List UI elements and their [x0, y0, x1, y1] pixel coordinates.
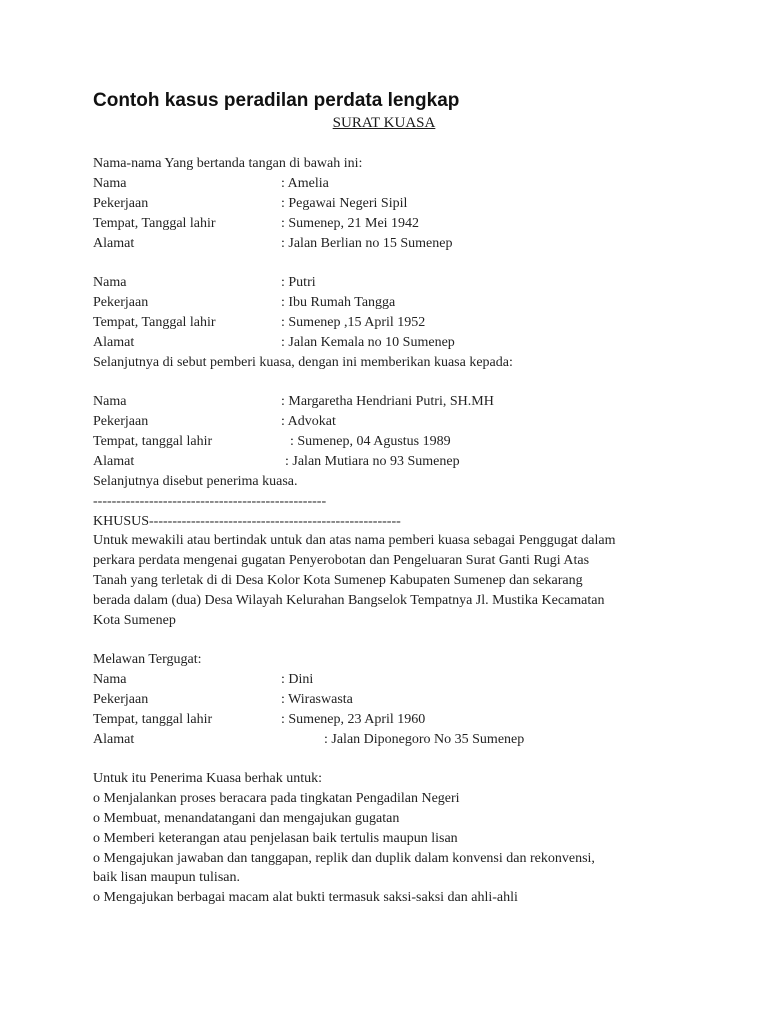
subtitle-text: SURAT KUASA — [332, 115, 436, 131]
row-value: : Pegawai Negeri Sipil — [281, 196, 408, 211]
row-label: Alamat — [93, 454, 135, 469]
row-label: Alamat — [93, 236, 135, 251]
rights-item: o Mengajukan jawaban dan tanggapan, replik dan duplik dalam konvensi dan rekonvensi, — [93, 851, 595, 866]
row-value: : Sumenep, 23 April 1960 — [281, 712, 426, 727]
separator-line: -------------------------------------------------- — [93, 494, 327, 509]
body-line: Kota Sumenep — [93, 613, 176, 628]
row-label: Tempat, Tanggal lahir — [93, 315, 216, 330]
body-line: Tanah yang terletak di di Desa Kolor Kota Sumenep Kabupaten Sumenep dan sekarang — [93, 573, 583, 588]
row-value: : Advokat — [281, 414, 336, 429]
row-value: : Sumenep, 21 Mei 1942 — [281, 216, 420, 231]
recipient-row-job — [93, 412, 336, 431]
defendant-row-address — [93, 730, 525, 749]
rights-item: o Mengajukan berbagai macam alat bukti termasuk saksi-saksi dan ahli-ahli — [93, 890, 518, 905]
body-line: Untuk mewakili atau bertindak untuk dan atas nama pemberi kuasa sebagai Penggugat dalam — [93, 533, 616, 548]
row-label: Alamat — [93, 732, 135, 747]
row-label: Pekerjaan — [93, 414, 149, 429]
grant-line: Selanjutnya di sebut pemberi kuasa, dengan ini memberikan kuasa kepada: — [93, 355, 513, 370]
defendant-row-job — [93, 690, 353, 709]
person2-row-job — [93, 293, 396, 312]
row-value: : Ibu Rumah Tangga — [281, 295, 396, 310]
recipient-line: Selanjutnya disebut penerima kuasa. — [93, 474, 298, 489]
rights-item: o Menjalankan proses beracara pada tingkatan Pengadilan Negeri — [93, 791, 460, 806]
row-value: : Sumenep ,15 April 1952 — [281, 315, 426, 330]
defendant-row-birth — [93, 710, 426, 729]
person2-row-address — [93, 333, 455, 352]
row-value: : Dini — [281, 672, 314, 687]
person1-row-job — [93, 194, 408, 213]
row-label: Pekerjaan — [93, 692, 149, 707]
row-label: Alamat — [93, 335, 135, 350]
row-value: : Wiraswasta — [281, 692, 353, 707]
row-value: : Margaretha Hendriani Putri, SH.MH — [281, 394, 494, 409]
body-line: berada dalam (dua) Desa Wilayah Kelurahan Bangselok Tempatnya Jl. Mustika Kecamatan — [93, 593, 605, 608]
rights-item: o Memberi keterangan atau penjelasan baik tertulis maupun lisan — [93, 831, 458, 846]
row-label: Tempat, Tanggal lahir — [93, 216, 216, 231]
person1-row-name — [93, 174, 329, 193]
body-line: perkara perdata mengenai gugatan Penyerobotan dan Pengeluaran Surat Ganti Rugi Atas — [93, 553, 590, 568]
person1-row-birth — [93, 214, 420, 233]
row-value: : Jalan Mutiara no 93 Sumenep — [285, 454, 460, 469]
row-label: Tempat, tanggal lahir — [93, 712, 213, 727]
row-value: : Jalan Diponegoro No 35 Sumenep — [324, 732, 525, 747]
document-subtitle — [0, 115, 768, 132]
recipient-row-address — [93, 452, 460, 471]
person1-row-address — [93, 234, 453, 253]
row-label: Nama — [93, 394, 127, 409]
recipient-row-birth — [93, 432, 451, 451]
khusus-line: KHUSUS------------------------------------------------------ — [93, 514, 401, 529]
person2-row-birth — [93, 313, 426, 332]
row-label: Pekerjaan — [93, 295, 149, 310]
recipient-row-name — [93, 392, 494, 411]
rights-heading: Untuk itu Penerima Kuasa berhak untuk: — [93, 771, 323, 786]
row-label: Tempat, tanggal lahir — [93, 434, 213, 449]
row-label: Pekerjaan — [93, 196, 149, 211]
rights-item-continuation: baik lisan maupun tulisan. — [93, 870, 240, 885]
row-label: Nama — [93, 672, 127, 687]
defendant-row-name — [93, 670, 314, 689]
row-label: Nama — [93, 176, 127, 191]
row-value: : Sumenep, 04 Agustus 1989 — [290, 434, 451, 449]
row-value: : Jalan Kemala no 10 Sumenep — [281, 335, 455, 350]
row-label: Nama — [93, 275, 127, 290]
row-value: : Jalan Berlian no 15 Sumenep — [281, 236, 453, 251]
intro-line: Nama-nama Yang bertanda tangan di bawah ini: — [93, 156, 363, 171]
rights-item: o Membuat, menandatangani dan mengajukan gugatan — [93, 811, 400, 826]
row-value: : Putri — [281, 275, 316, 290]
person2-row-name — [93, 273, 316, 292]
row-value: : Amelia — [281, 176, 329, 191]
defendant-heading: Melawan Tergugat: — [93, 652, 202, 667]
document-title: Contoh kasus peradilan perdata lengkap — [93, 90, 460, 111]
